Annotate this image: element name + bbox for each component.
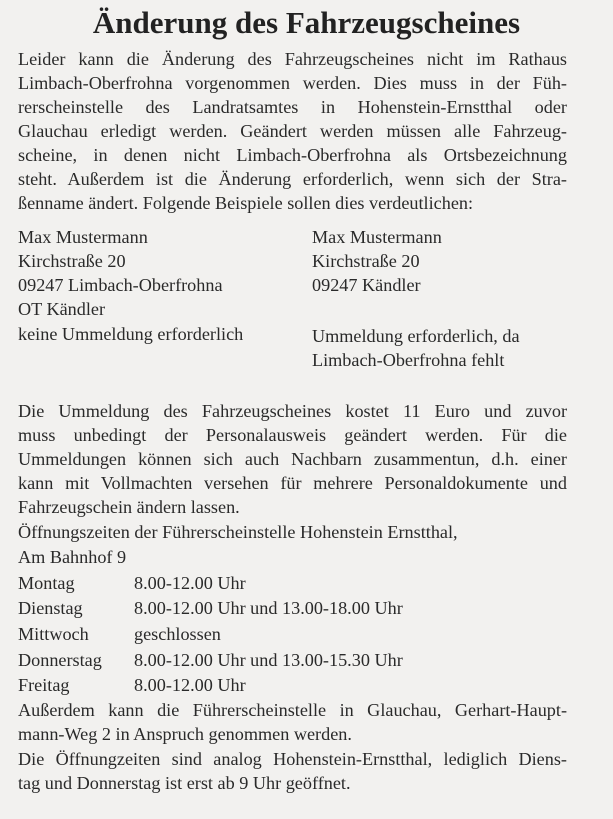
cost-line: muss unbedingt der Personalausweis geändert werden. Für die (18, 425, 567, 445)
intro-line: scheine, in denen nicht Limbach-Oberfrohna als Ortsbezeichnung (18, 145, 567, 165)
hours-day: Freitag (18, 675, 70, 695)
intro-line: Limbach-Oberfrohna vorgenommen werden. Dies muss in der Füh- (18, 73, 567, 93)
example-left-street: Kirchstraße 20 (18, 251, 126, 271)
intro-line: rerscheinstelle des Landratsamtes in Hohenstein-Ernstthal oder (18, 97, 567, 117)
hours-day: Donnerstag (18, 650, 102, 670)
hours-day: Mittwoch (18, 624, 89, 644)
hours-time: geschlossen (134, 624, 221, 644)
intro-line: Glauchau erledigt werden. Geändert werden müssen alle Fahrzeug- (18, 121, 567, 141)
example-right-name: Max Mustermann (312, 227, 442, 247)
hours-address: Am Bahnhof 9 (18, 547, 127, 567)
hours-day: Dienstag (18, 598, 83, 618)
cost-line: Fahrzeugschein ändern lassen. (18, 497, 240, 517)
page-title: Änderung des Fahrzeugscheines (92, 5, 521, 40)
hours-day: Montag (18, 573, 75, 593)
hours-time: 8.00-12.00 Uhr (134, 675, 246, 695)
closing-line: tag und Donnerstag ist erst ab 9 Uhr geöffnet. (18, 773, 351, 793)
hours-time: 8.00-12.00 Uhr und 13.00-18.00 Uhr (134, 598, 403, 618)
hours-time: 8.00-12.00 Uhr und 13.00-15.30 Uhr (134, 650, 403, 670)
example-left-name: Max Mustermann (18, 227, 148, 247)
intro-line: Leider kann die Änderung des Fahrzeugscheines nicht im Rathaus (18, 49, 567, 69)
closing-line: Die Öffnungzeiten sind analog Hohenstein-Ernstthal, lediglich Diens- (18, 749, 567, 769)
intro-line: steht. Außerdem ist die Änderung erforderlich, wenn sich der Stra- (18, 169, 567, 189)
example-left-note: keine Ummeldung erforderlich (18, 324, 244, 344)
hours-heading: Öffnungszeiten der Führerscheinstelle Hohenstein Ernstthal, (18, 522, 458, 542)
example-left-city: 09247 Limbach-Oberfrohna (18, 275, 223, 295)
cost-line: Die Ummeldung des Fahrzeugscheines kostet 11 Euro und zuvor (18, 401, 567, 421)
hours-time: 8.00-12.00 Uhr (134, 573, 246, 593)
intro-line: ßenname ändert. Folgende Beispiele sollen dies verdeutlichen: (18, 193, 474, 213)
example-right-note: Limbach-Oberfrohna fehlt (312, 350, 505, 370)
cost-line: kann mit Vollmachten versehen für mehrere Personaldokumente und (18, 473, 567, 493)
closing-line: mann-Weg 2 in Anspruch genommen werden. (18, 724, 352, 744)
example-left-district: OT Kändler (18, 299, 106, 319)
closing-line: Außerdem kann die Führerscheinstelle in Glauchau, Gerhart-Haupt- (18, 700, 567, 720)
example-right-street: Kirchstraße 20 (312, 251, 420, 271)
cost-line: Ummeldungen können sich auch Nachbarn zusammentun, d.h. einer (18, 449, 567, 469)
example-right-note: Ummeldung erforderlich, da (312, 326, 520, 346)
example-right-city: 09247 Kändler (312, 275, 421, 295)
